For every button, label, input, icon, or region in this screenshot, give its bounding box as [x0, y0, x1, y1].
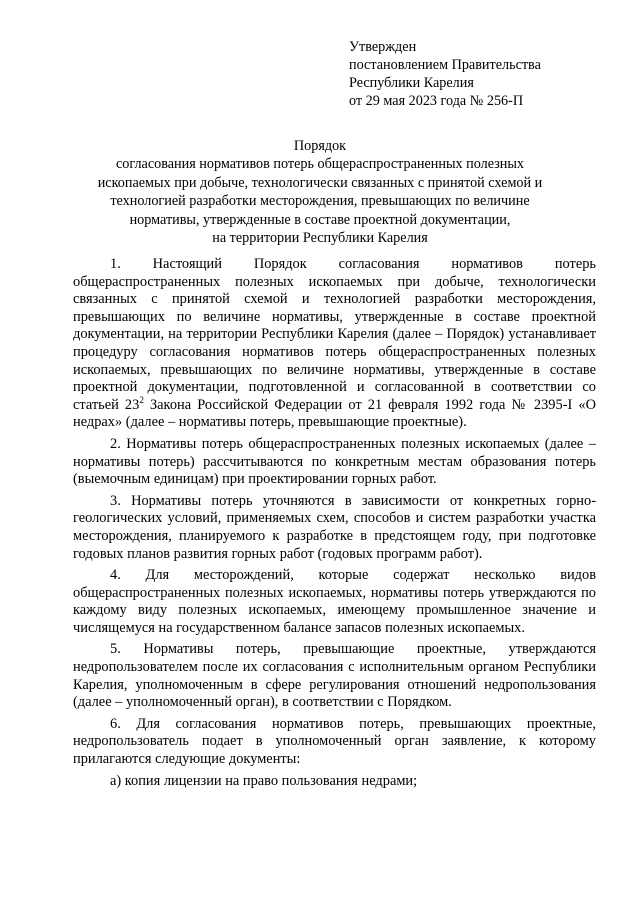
title-line: согласования нормативов потерь общераспространенных полезных [115, 156, 525, 173]
title-line: на территории Республики Карелия [212, 230, 428, 247]
title-line: нормативы, утвержденные в составе проектной документации, [129, 211, 511, 228]
paragraph-7: а) копия лицензии на право пользования недрами; [110, 772, 418, 789]
paragraph-1-text-end: Закона Российской Федерации от 21 февраля 1992 года № 2395-I «О недрах» (далее – нормативы потерь, превышающие проектные). [73, 396, 596, 431]
paragraph-2: 2. Нормативы потерь общераспространенных полезных ископаемых (далее – нормативы потерь) рассчитываются по конкретным местам образования потерь (выемочным единицам) при проектировании горных работ. [73, 435, 596, 488]
superscript: 2 [139, 394, 144, 405]
approval-line: Утвержден [349, 39, 417, 55]
paragraph-1 [73, 256, 596, 432]
paragraph-4: 4. Для месторождений, которые содержат несколько видов общераспространенных полезных ископаемых, нормативы потерь утверждаются по каждому виду полезных ископаемых, имеющему промышленное значение и числящемуся на государственном балансе запасов полезных ископаемых. [73, 567, 596, 636]
paragraph-6: 6. Для согласования нормативов потерь, превышающих проектные, недропользователь подает в уполномоченный орган заявление, к которому прилагаются следующие документы: [73, 715, 596, 768]
approval-stamp [349, 38, 541, 110]
title-line: технологией разработки месторождения, превышающих по величине [110, 193, 530, 210]
approval-line: постановлением Правительства [349, 57, 541, 73]
document-title [60, 137, 580, 247]
paragraph-3: 3. Нормативы потерь уточняются в зависимости от конкретных горно-геологических условий, применяемых схем, способов и систем разработки участка месторождения, планируемого к разработке в предстоящем году, при подготовке годовых планов развития горных работ (годовых программ работ). [73, 492, 596, 562]
document-body [73, 256, 596, 794]
title-line: ископаемых при добыче, технологически связанных с принятой схемой и [97, 174, 543, 191]
paragraph-1-text: 1. Настоящий Порядок согласования нормативов потерь общераспространенных полезных ископаемых при добыче, технологически связанных с принятой схемой и технологией разработки месторождения, превышающих по величине нормативы, утвержденные в составе проектной документации, на территории Республики Карелия (далее – Порядок) устанавливает процедуру согласования нормативов потерь общераспространенных полезных ископаемых, превышающих по величине нормативы, утвержденные в составе проектной документации, подготовленной и согласованной в соответствии со статьей 23 [73, 256, 596, 413]
title-heading: Порядок [293, 138, 347, 154]
approval-date-line: от 29 мая 2023 года № 256-П [349, 93, 524, 109]
paragraph-5: 5. Нормативы потерь, превышающие проектные, утверждаются недропользователем после их согласования с исполнительным органом Республики Карелия, уполномоченным в сфере регулирования отношений недропользования (далее – уполномоченный орган), в соответствии с Порядком. [73, 641, 596, 711]
approval-line: Республики Карелия [349, 75, 474, 91]
